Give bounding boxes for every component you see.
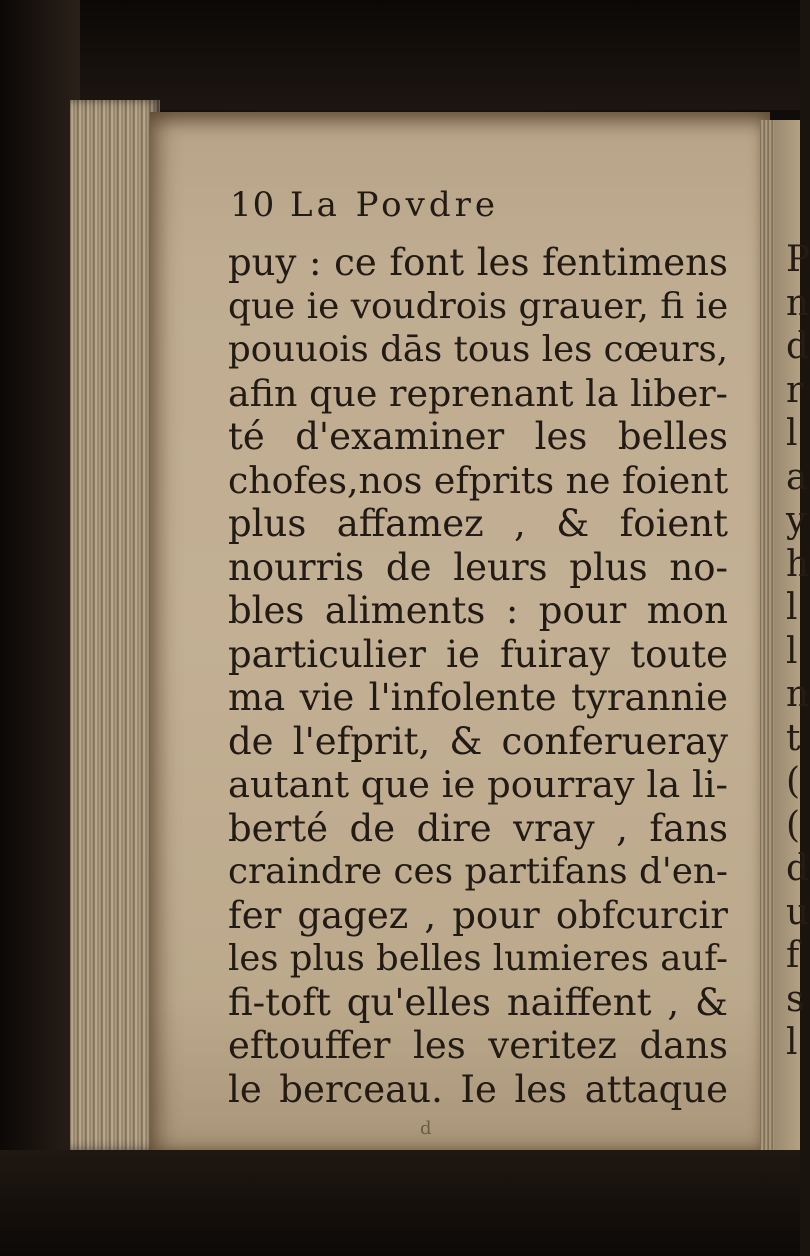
text-line: bles aliments : pour mon <box>228 589 728 632</box>
facing-line: ( <box>786 804 801 846</box>
text-line: chofes,nos efprits ne foient <box>228 458 729 502</box>
page-number: 10 <box>230 185 276 225</box>
text-line: que ie voudrois grauer, fi ie <box>228 285 729 327</box>
text-line: de l'efprit, & conferueray <box>228 719 728 763</box>
text-line: afin que reprenant la liber- <box>228 371 728 415</box>
text-line: ma vie l'infolente tyrannie <box>228 676 728 719</box>
text-line: eftouffer les veritez dans <box>228 1024 728 1067</box>
text-line: craindre ces partifans d'en- <box>228 851 728 892</box>
text-line: particulier ie fuiray toute <box>228 632 728 676</box>
facing-line: n <box>786 674 810 715</box>
bottom-shadow <box>0 1150 800 1256</box>
top-shadow <box>0 0 800 110</box>
facing-line: s <box>786 978 805 1020</box>
running-head <box>228 185 728 241</box>
text-line: fi-toft qu'elles naiffent , & <box>228 980 728 1024</box>
facing-line: l <box>786 587 798 628</box>
facing-line: y <box>786 500 807 541</box>
facing-line: f <box>786 935 800 976</box>
facing-line: l <box>786 630 798 672</box>
text-line: nourris de leurs plus no- <box>228 545 728 589</box>
facing-line: h <box>786 543 810 585</box>
facing-line: d <box>786 848 810 889</box>
facing-line: u <box>786 891 810 933</box>
body-text <box>228 241 728 1111</box>
facing-line: t <box>786 717 801 759</box>
facing-line: P <box>786 239 810 280</box>
facing-line: d <box>786 326 810 367</box>
text-line: le berceau. Ie les attaque <box>228 1067 728 1111</box>
text-line: pouuois dās tous les cœurs, <box>228 329 728 370</box>
text-line: plus affamez , & foient <box>228 502 728 545</box>
facing-line: a <box>786 456 808 498</box>
text-line: les plus belles lumieres auf- <box>228 938 729 979</box>
facing-line: r <box>786 369 804 411</box>
facing-line: l <box>786 413 798 454</box>
text-line: puy : ce font les fentimens <box>228 241 728 284</box>
facing-page-text <box>786 238 810 1065</box>
running-title: La Povdre <box>290 185 499 225</box>
catchword: d <box>420 1118 432 1139</box>
left-page-edges <box>70 100 160 1150</box>
facing-line: n <box>786 282 810 324</box>
text-line: berté de dire vray , fans <box>228 806 728 850</box>
text-line: autant que ie pourray la li- <box>228 763 728 806</box>
text-line: té d'examiner les belles <box>228 415 728 458</box>
page-text <box>228 185 728 1111</box>
text-line: fer gagez , pour obfcurcir <box>228 893 728 937</box>
facing-line: l <box>786 1022 798 1063</box>
right-page-edges <box>760 120 774 1160</box>
facing-line: ( <box>786 761 801 802</box>
left-binding-shadow <box>0 0 80 1256</box>
